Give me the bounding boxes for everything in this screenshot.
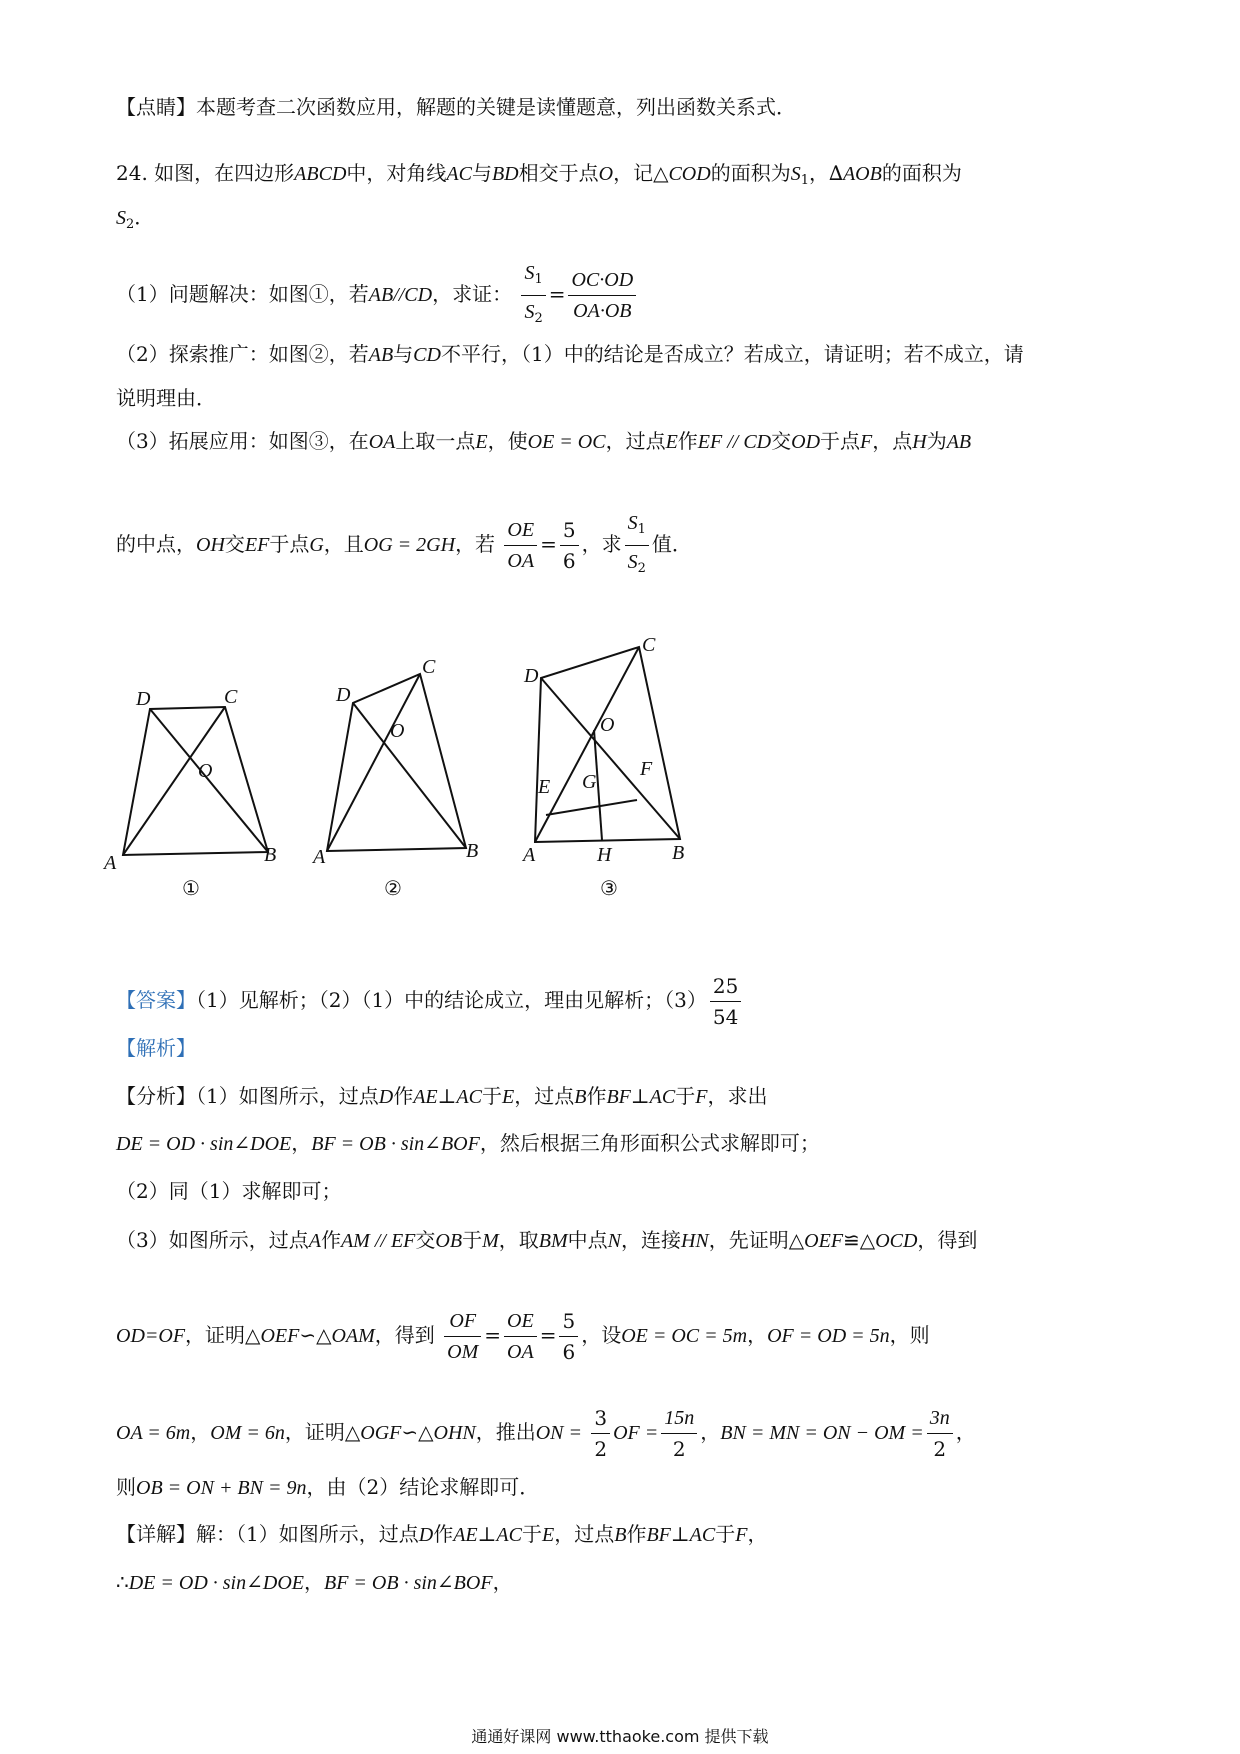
analysis-line-5 [116,1306,930,1367]
part-2-line-2 [116,383,216,413]
text: 交 [224,532,245,556]
text: 作 [626,1522,647,1546]
text: 与 [393,342,414,366]
math: OA [368,431,396,453]
text: （3）如图所示，过点 [116,1228,309,1252]
therefore-symbol: ∴ [116,1570,129,1594]
problem-line-2 [116,202,154,240]
text: 为 [926,429,947,453]
math: OGF [360,1422,402,1444]
answer-fraction [710,971,741,1032]
text: 作 [393,1084,414,1108]
text: ， [747,1522,768,1546]
math: O [598,163,614,185]
text: （1）问题解决：如图①，若 [116,282,369,306]
math: S [790,163,801,185]
fig3-label-a: A [523,844,536,866]
analysis-line-2 [116,1128,820,1159]
math: AB//CD [368,284,433,306]
equals: = [540,532,557,556]
math: M [482,1230,499,1252]
fig2-label-c: C [422,656,436,678]
math: AE⊥AC [453,1524,522,1546]
fraction-3n-2 [927,1403,953,1464]
math: COD [668,163,711,185]
math: OH [196,534,225,556]
detail-tag: 【详解】 [116,1522,196,1546]
math: AB [368,344,394,366]
text: ， [492,1570,513,1594]
fig3-label-b: B [672,842,685,864]
text: 于 [715,1522,736,1546]
math: E [475,431,488,453]
math: ABCD [294,163,347,185]
math: AE⊥AC [413,1086,482,1108]
analysis-tag: 【分析】 [116,1084,196,1108]
answer-tag: 【答案】 [116,988,196,1012]
math: S [627,551,638,573]
text: 不平行，（1）中的结论是否成立？若成立，请证明；若不成立，请 [440,342,1024,366]
math: EF // CD [697,431,772,453]
dianjing-tag: 【点睛】 [116,95,196,119]
subscript: 1 [534,272,543,287]
geometry-figures [100,625,820,900]
fig3-label-g: G [582,771,597,793]
part-1-line [116,257,639,334]
analysis-line-6 [116,1403,976,1464]
numerator: 3n [927,1403,953,1434]
text: 作 [677,429,698,453]
text: ，求证： [432,282,513,306]
fig1-label-a: A [104,852,117,874]
denominator: OA·OB [573,300,632,322]
math: HN [680,1230,709,1252]
math: BF⊥AC [646,1524,716,1546]
math: F [860,431,873,453]
math: BF = OB · sin∠BOF [311,1133,480,1155]
text: 作 [586,1084,607,1108]
math: E [502,1086,515,1108]
fig3-caption: ③ [600,876,618,900]
equals: = [548,282,566,306]
text: ， [291,1131,312,1155]
math: OB [435,1230,463,1252]
footer-credit: 通通好课网 www.tthaoke.com 提供下载 [471,1727,769,1746]
math: AM // EF [340,1230,416,1252]
numerator: OE [504,515,537,546]
jiexi-tag: 【解析】 [116,1036,196,1060]
fig3-label-c: C [642,634,656,656]
text: ，连接 [620,1228,681,1252]
fig1-label-b: B [264,844,277,866]
math: OD [791,431,821,453]
dianjing-text: 本题考查二次函数应用，解题的关键是读懂题意，列出函数关系式． [196,95,796,119]
fraction-oe-oa [504,1306,537,1367]
text: ∽△ [299,1323,332,1347]
math: S [627,512,638,534]
text: 作 [320,1228,341,1252]
text: ，若 [455,532,496,556]
jiexi-line [116,1033,196,1063]
fraction-3-2 [591,1403,610,1464]
text: ， [955,1420,976,1444]
triangle-symbol: ∆ [828,161,843,185]
fig2-label-d: D [336,684,351,706]
numerator: 5 [560,515,579,546]
text: 值． [651,532,692,556]
math: F [695,1086,708,1108]
fraction-s1-s2 [521,257,545,334]
math: DE = OD · sin∠DOE [128,1572,304,1594]
math: D [378,1086,394,1108]
text: ，证明△ [185,1323,261,1347]
math: OB = ON + BN = 9n [136,1477,307,1499]
fig3-label-h: H [597,844,612,866]
text: （2）同（1）求解即可； [116,1179,342,1203]
text: （2）探索推广：如图②，若 [116,342,369,366]
text: 与 [471,161,492,185]
math: AC [446,163,472,185]
text: 中，对角线 [346,161,447,185]
subscript: 1 [637,522,646,537]
answer-text: （1）见解析；（2）（1）中的结论成立，理由见解析；（3） [196,988,707,1012]
math: OG = 2GH [363,534,456,556]
fraction-5-6 [559,1306,578,1367]
dianjing-line [116,92,796,122]
text: ，证明△ [284,1420,361,1444]
denominator: OM [447,1341,479,1363]
math: OF = OD = 5n [767,1325,890,1347]
numerator: 3 [591,1403,610,1434]
text: ，过点 [554,1522,615,1546]
text: 于 [462,1228,483,1252]
analysis-line-7 [116,1472,539,1503]
numerator: 5 [559,1306,578,1337]
math: E [665,431,678,453]
math: B [574,1086,587,1108]
subscript: 2 [534,311,543,326]
detail-line-1 [116,1519,767,1550]
text: ， [190,1420,211,1444]
denominator: 54 [712,1005,739,1029]
math: N [607,1230,621,1252]
text: ，设 [581,1323,622,1347]
fig3-label-d: D [524,665,539,687]
text: ≌△ [843,1228,876,1252]
text: ，由（2）结论求解即可． [306,1475,540,1499]
part-3-line-1 [116,426,971,457]
part-3-line-2 [116,507,692,584]
fraction-s1-s2 [625,507,649,584]
math: OEF [260,1325,300,1347]
text: ，使 [487,429,528,453]
math: OCD [875,1230,918,1252]
fig1-label-c: C [224,686,238,708]
denominator: 6 [562,549,576,573]
denominator: 2 [672,1437,686,1461]
detail-line-2 [116,1567,513,1598]
denominator: OA [507,550,535,572]
math: OE = OC = 5m [621,1325,748,1347]
math: A [308,1230,321,1252]
math: BN = MN = ON − OM = [720,1422,924,1444]
figure-1-lines [123,707,268,855]
analysis-line-3 [116,1176,341,1206]
math: G [309,534,324,556]
math: D [418,1524,434,1546]
text: 于 [482,1084,502,1108]
text: ，得到 [374,1323,435,1347]
numerator: OC·OD [568,265,636,296]
analysis-line-1 [116,1081,767,1112]
math: CD [413,344,441,366]
fraction-15n-2 [661,1403,697,1464]
fig1-caption: ① [182,876,200,900]
fraction-5-6 [560,515,579,576]
text: 交 [415,1228,436,1252]
text: 作 [433,1522,454,1546]
text: 24. 如图，在四边形 [116,161,295,185]
fraction-oe-oa [504,515,537,576]
math: S [524,301,535,323]
text: （1）如图所示，过点 [196,1084,379,1108]
math: OHN [433,1422,476,1444]
text: ． [134,205,155,229]
text: 于点 [269,532,310,556]
subscript: 2 [637,561,646,576]
math: BF = OB · sin∠BOF [323,1572,493,1594]
text: ，过点 [514,1084,575,1108]
problem-line-1 [116,158,962,196]
subscript: 1 [800,173,809,188]
text: ， [700,1420,721,1444]
math: E [542,1524,555,1546]
text: 的面积为 [881,161,962,185]
text: ， [747,1323,768,1347]
text: 的中点， [116,532,196,556]
fig2-label-a: A [313,846,326,868]
text: 相交于点 [518,161,599,185]
fig3-label-o: O [600,714,615,736]
numerator: 25 [710,971,741,1002]
text: ，推出 [475,1420,536,1444]
math: OM = 6n [210,1422,285,1444]
fig3-label-e: E [538,776,551,798]
text: 解：（1）如图所示，过点 [196,1522,419,1546]
math: S [524,262,535,284]
math: EF [244,534,270,556]
text: 说明理由． [116,386,216,410]
equals: = [539,1323,557,1347]
math: BD [491,163,519,185]
text: 于 [675,1084,696,1108]
text: ，且 [323,532,364,556]
text: 于 [522,1522,542,1546]
fig2-caption: ② [384,876,402,900]
text: 于点 [820,429,861,453]
math: OEF [804,1230,844,1252]
text: 中点 [567,1228,608,1252]
text: ，则 [889,1323,930,1347]
text: （3）拓展应用：如图③，在 [116,429,369,453]
fig1-label-o: O [198,760,213,782]
equals: = [484,1323,502,1347]
fig2-label-o: O [390,720,405,742]
text: ，然后根据三角形面积公式求解即可； [479,1131,820,1155]
math: ON = [535,1422,583,1444]
answer-line [116,971,744,1032]
text: ，求出 [707,1084,768,1108]
text: ， [808,161,829,185]
math: OA = 6m [116,1422,191,1444]
math: B [614,1524,627,1546]
text: ，求 [581,532,622,556]
text: 交 [771,429,792,453]
part-2-line-1 [116,339,1024,370]
denominator: 2 [594,1437,608,1461]
math: AOB [842,163,882,185]
text: 上取一点 [395,429,476,453]
text: ，先证明△ [708,1228,805,1252]
math: BF⊥AC [606,1086,676,1108]
math: OF = [613,1422,659,1444]
text: ，取 [498,1228,539,1252]
text: ，记△ [613,161,669,185]
fig1-label-d: D [136,688,151,710]
text: 则 [116,1475,136,1499]
math: OD=OF [116,1325,186,1347]
fig2-label-b: B [466,840,479,862]
fraction-oc-od [568,265,636,326]
numerator: OF [444,1306,481,1337]
math: AB [946,431,972,453]
fig3-label-f: F [640,758,653,780]
text: ，过点 [605,429,666,453]
denominator: OA [507,1341,534,1363]
subscript: 2 [126,217,135,232]
fraction-of-om [444,1306,481,1367]
text: 的面积为 [710,161,791,185]
text: ，点 [872,429,913,453]
figure-3-lines [535,647,680,842]
math: OE = OC [527,431,606,453]
text: ， [303,1570,324,1594]
math: S [116,207,126,229]
math: H [912,431,927,453]
analysis-line-4 [116,1225,977,1256]
text: ，得到 [917,1228,978,1252]
text: ∽△ [401,1420,434,1444]
numerator: OE [504,1306,537,1337]
math: BM [538,1230,568,1252]
denominator: 2 [933,1437,947,1461]
math: OAM [331,1325,375,1347]
denominator: 6 [562,1340,576,1364]
math: DE = OD · sin∠DOE [116,1133,292,1155]
numerator: 15n [661,1403,697,1434]
math: F [735,1524,748,1546]
